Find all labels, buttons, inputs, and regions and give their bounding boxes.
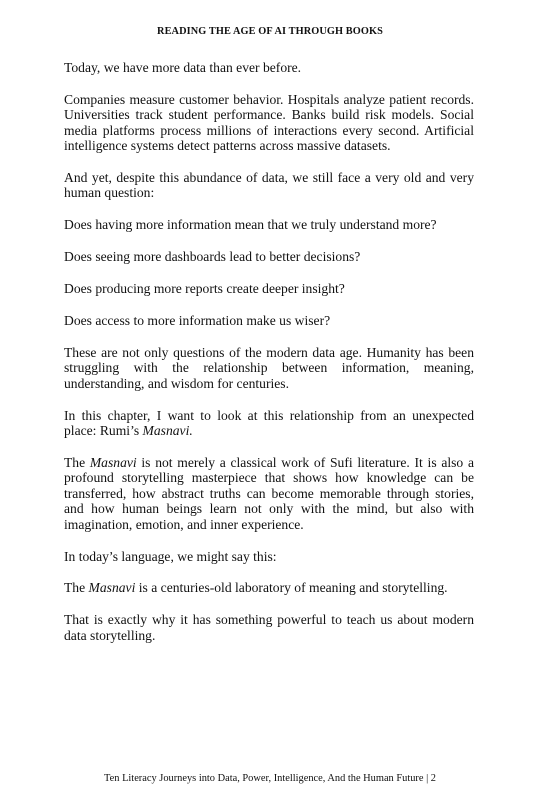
paragraph: These are not only questions of the modern data age. Humanity has been struggling with the relationship between information, meaning, understanding, and wisdom for centuries. [64, 344, 474, 391]
paragraph: In today’s language, we might say this: [64, 548, 277, 564]
paragraph-text: is not merely a classical work of Sufi literature. It is also a profound storytelling masterpiece that shows how knowledge can be transferred, how abstract truths can become memorable through stories, and how human beings learn not only with the mind, but also with imagination, emotion, and inner experience. [64, 455, 474, 532]
body-text [64, 60, 474, 660]
running-header: READING THE AGE OF AI THROUGH BOOKS [157, 26, 383, 37]
book-title-italic: Masnavi [88, 580, 136, 596]
paragraph: Today, we have more data than ever before. [64, 60, 302, 75]
book-title-italic: Masnavi [89, 455, 137, 470]
paragraph [64, 580, 474, 595]
paragraph [64, 408, 474, 439]
book-title-italic: Masnavi. [142, 423, 193, 439]
page-footer: Ten Literacy Journeys into Data, Power, Intelligence, And the Human Future | 2 [104, 773, 436, 784]
paragraph [64, 455, 474, 532]
paragraph-text: The [64, 455, 90, 470]
paragraph-text: The [64, 580, 89, 596]
paragraph: That is exactly why it has something powerful to teach us about modern data storytelling. [64, 612, 474, 643]
paragraph: And yet, despite this abundance of data, we still face a very old and very human question: [64, 170, 474, 201]
paragraph: Companies measure customer behavior. Hospitals analyze patient records. Universities track student performance. Banks build risk models. Social media platforms process millions of interactions every second. Artificial intelligence systems detect patterns across massive datasets. [64, 91, 474, 154]
paragraph: Does having more information mean that we truly understand more? [64, 217, 437, 233]
paragraph: Does access to more information make us wiser? [64, 313, 331, 329]
paragraph-text: In this chapter, I want to look at this relationship from an unexpected place: Rumi’s [64, 407, 474, 439]
paragraph-text: is a centuries-old laboratory of meaning and storytelling. [135, 580, 448, 596]
paragraph: Does seeing more dashboards lead to better decisions? [64, 249, 361, 265]
paragraph: Does producing more reports create deeper insight? [64, 281, 345, 297]
